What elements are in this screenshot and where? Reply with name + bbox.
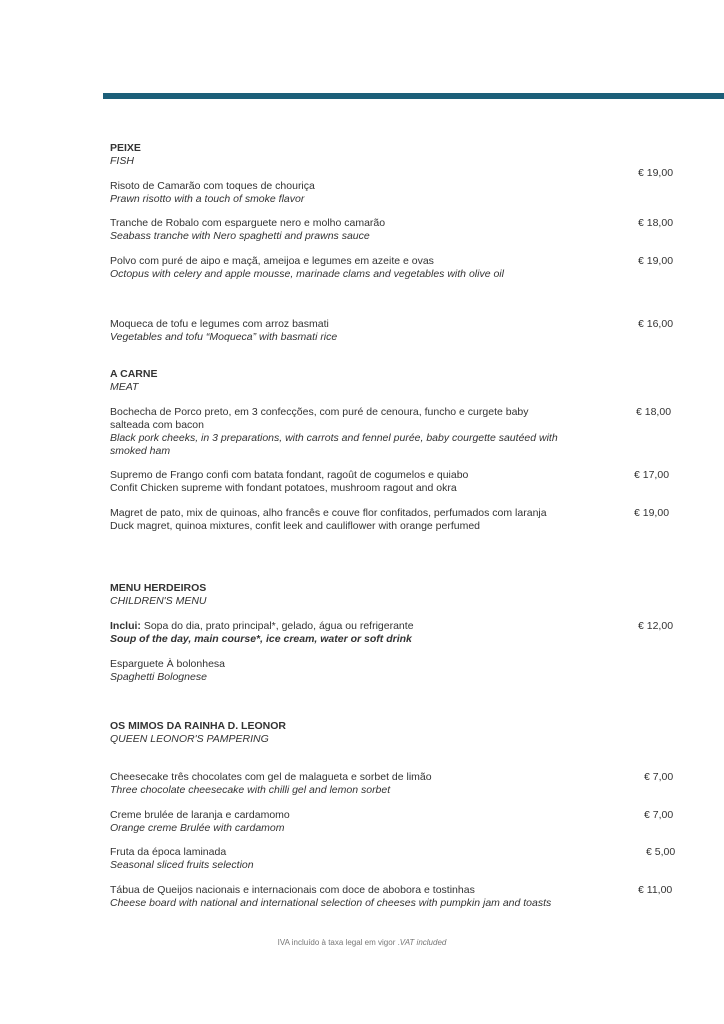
price-fruit: € 5,00 <box>646 846 676 858</box>
menu-item-seabass <box>110 217 690 243</box>
item-name-en: Seabass tranche with Nero spaghetti and prawns sauce <box>110 230 370 242</box>
item-name-en: Vegetables and tofu “Moqueca” with basmati rice <box>110 331 338 343</box>
menu-item-duck <box>110 507 690 533</box>
menu-item-prawn-risotto <box>110 180 690 206</box>
price-chicken: € 17,00 <box>634 469 670 481</box>
price-prawn-risotto: € 19,00 <box>638 167 674 179</box>
menu-item-cheesecake <box>110 771 690 797</box>
price-duck: € 19,00 <box>634 507 670 519</box>
vat-note-pt: IVA incluído à taxa legal em vigor . <box>277 938 400 947</box>
item-name-en: Cheese board with national and international selection of cheeses with pumpkin jam and toasts <box>110 897 552 909</box>
menu-item-bolognese <box>110 658 690 684</box>
item-name-en: Octopus with celery and apple mousse, marinade clams and vegetables with olive oil <box>110 268 504 280</box>
includes-label: Inclui: <box>110 620 141 632</box>
item-name-pt: Creme brulée de laranja e cardamomo <box>110 809 290 821</box>
price-cheesecake: € 7,00 <box>644 771 674 783</box>
item-name-pt: Moqueca de tofu e legumes com arroz basmati <box>110 318 329 330</box>
menu-item-fruit <box>110 846 690 872</box>
item-name-pt: Magret de pato, mix de quinoas, alho francês e couve flor confitados, perfumados com laranja <box>110 507 547 519</box>
item-name-en: Orange creme Brulée with cardamom <box>110 822 285 834</box>
item-name-pt: Polvo com puré de aipo e maçã, ameijoa e legumes em azeite e ovas <box>110 255 434 267</box>
section-dessert-header <box>110 720 690 746</box>
price-brulee: € 7,00 <box>644 809 674 821</box>
section-title: OS MIMOS DA RAINHA D. LEONOR <box>110 720 286 732</box>
section-kids-header <box>110 582 690 608</box>
section-meat-header <box>110 368 690 394</box>
item-name-en: Prawn risotto with a touch of smoke flavor <box>110 193 305 205</box>
section-title: MENU HERDEIROS <box>110 582 207 594</box>
menu-item-kids-includes <box>110 620 690 646</box>
item-name-en: Black pork cheeks, in 3 preparations, with carrots and fennel purée, baby courgette sautéed with smoked ham <box>110 432 558 457</box>
price-kids-menu: € 12,00 <box>638 620 674 632</box>
item-name-en: Three chocolate cheesecake with chilli gel and lemon sorbet <box>110 784 391 796</box>
section-subtitle: QUEEN LEONOR'S PAMPERING <box>110 733 269 745</box>
vat-footer-note <box>0 938 724 947</box>
item-name-en: Spaghetti Bolognese <box>110 671 207 683</box>
section-subtitle: MEAT <box>110 381 139 393</box>
price-seabass: € 18,00 <box>638 217 674 229</box>
menu-item-octopus <box>110 255 690 281</box>
item-name-pt: Risoto de Camarão com toques de chouriça <box>110 180 315 192</box>
section-subtitle: CHILDREN'S MENU <box>110 595 207 607</box>
item-name-pt: Cheesecake três chocolates com gel de malagueta e sorbet de limão <box>110 771 432 783</box>
vat-note-en: VAT included <box>399 938 447 947</box>
menu-item-cheese-board <box>110 884 690 910</box>
menu-item-moqueca <box>110 318 690 344</box>
menu-item-chicken <box>110 469 690 495</box>
item-name-pt <box>110 620 690 633</box>
item-name-pt: Bochecha de Porco preto, em 3 confecções, com puré de cenoura, funcho e curgete baby salteada com bacon <box>110 406 529 431</box>
item-name-pt: Tábua de Queijos nacionais e internacionais com doce de abobora e tostinhas <box>110 884 475 896</box>
header-accent-bar <box>103 93 724 99</box>
item-name-pt: Tranche de Robalo com esparguete nero e molho camarão <box>110 217 386 229</box>
item-name-pt: Supremo de Frango confi com batata fondant, ragoût de cogumelos e quiabo <box>110 469 469 481</box>
item-name-en: Duck magret, quinoa mixtures, confit leek and cauliflower with orange perfumed <box>110 520 481 532</box>
section-title: PEIXE <box>110 142 141 154</box>
item-name-pt: Esparguete À bolonhesa <box>110 658 226 670</box>
section-title: A CARNE <box>110 368 158 380</box>
section-subtitle: FISH <box>110 155 134 167</box>
includes-text: Sopa do dia, prato principal*, gelado, água ou refrigerante <box>140 620 414 632</box>
item-name-en: Confit Chicken supreme with fondant potatoes, mushroom ragout and okra <box>110 482 457 494</box>
price-moqueca: € 16,00 <box>638 318 674 330</box>
price-octopus: € 19,00 <box>638 255 674 267</box>
item-name-en: Soup of the day, main course*, ice cream, water or soft drink <box>110 633 412 645</box>
section-fish-header <box>110 142 690 168</box>
item-name-pt: Fruta da época laminada <box>110 846 227 858</box>
menu-item-pork <box>110 406 690 458</box>
menu-item-brulee <box>110 809 690 835</box>
price-pork: € 18,00 <box>636 406 672 418</box>
price-cheese-board: € 11,00 <box>638 884 673 896</box>
item-name-en: Seasonal sliced fruits selection <box>110 859 254 871</box>
